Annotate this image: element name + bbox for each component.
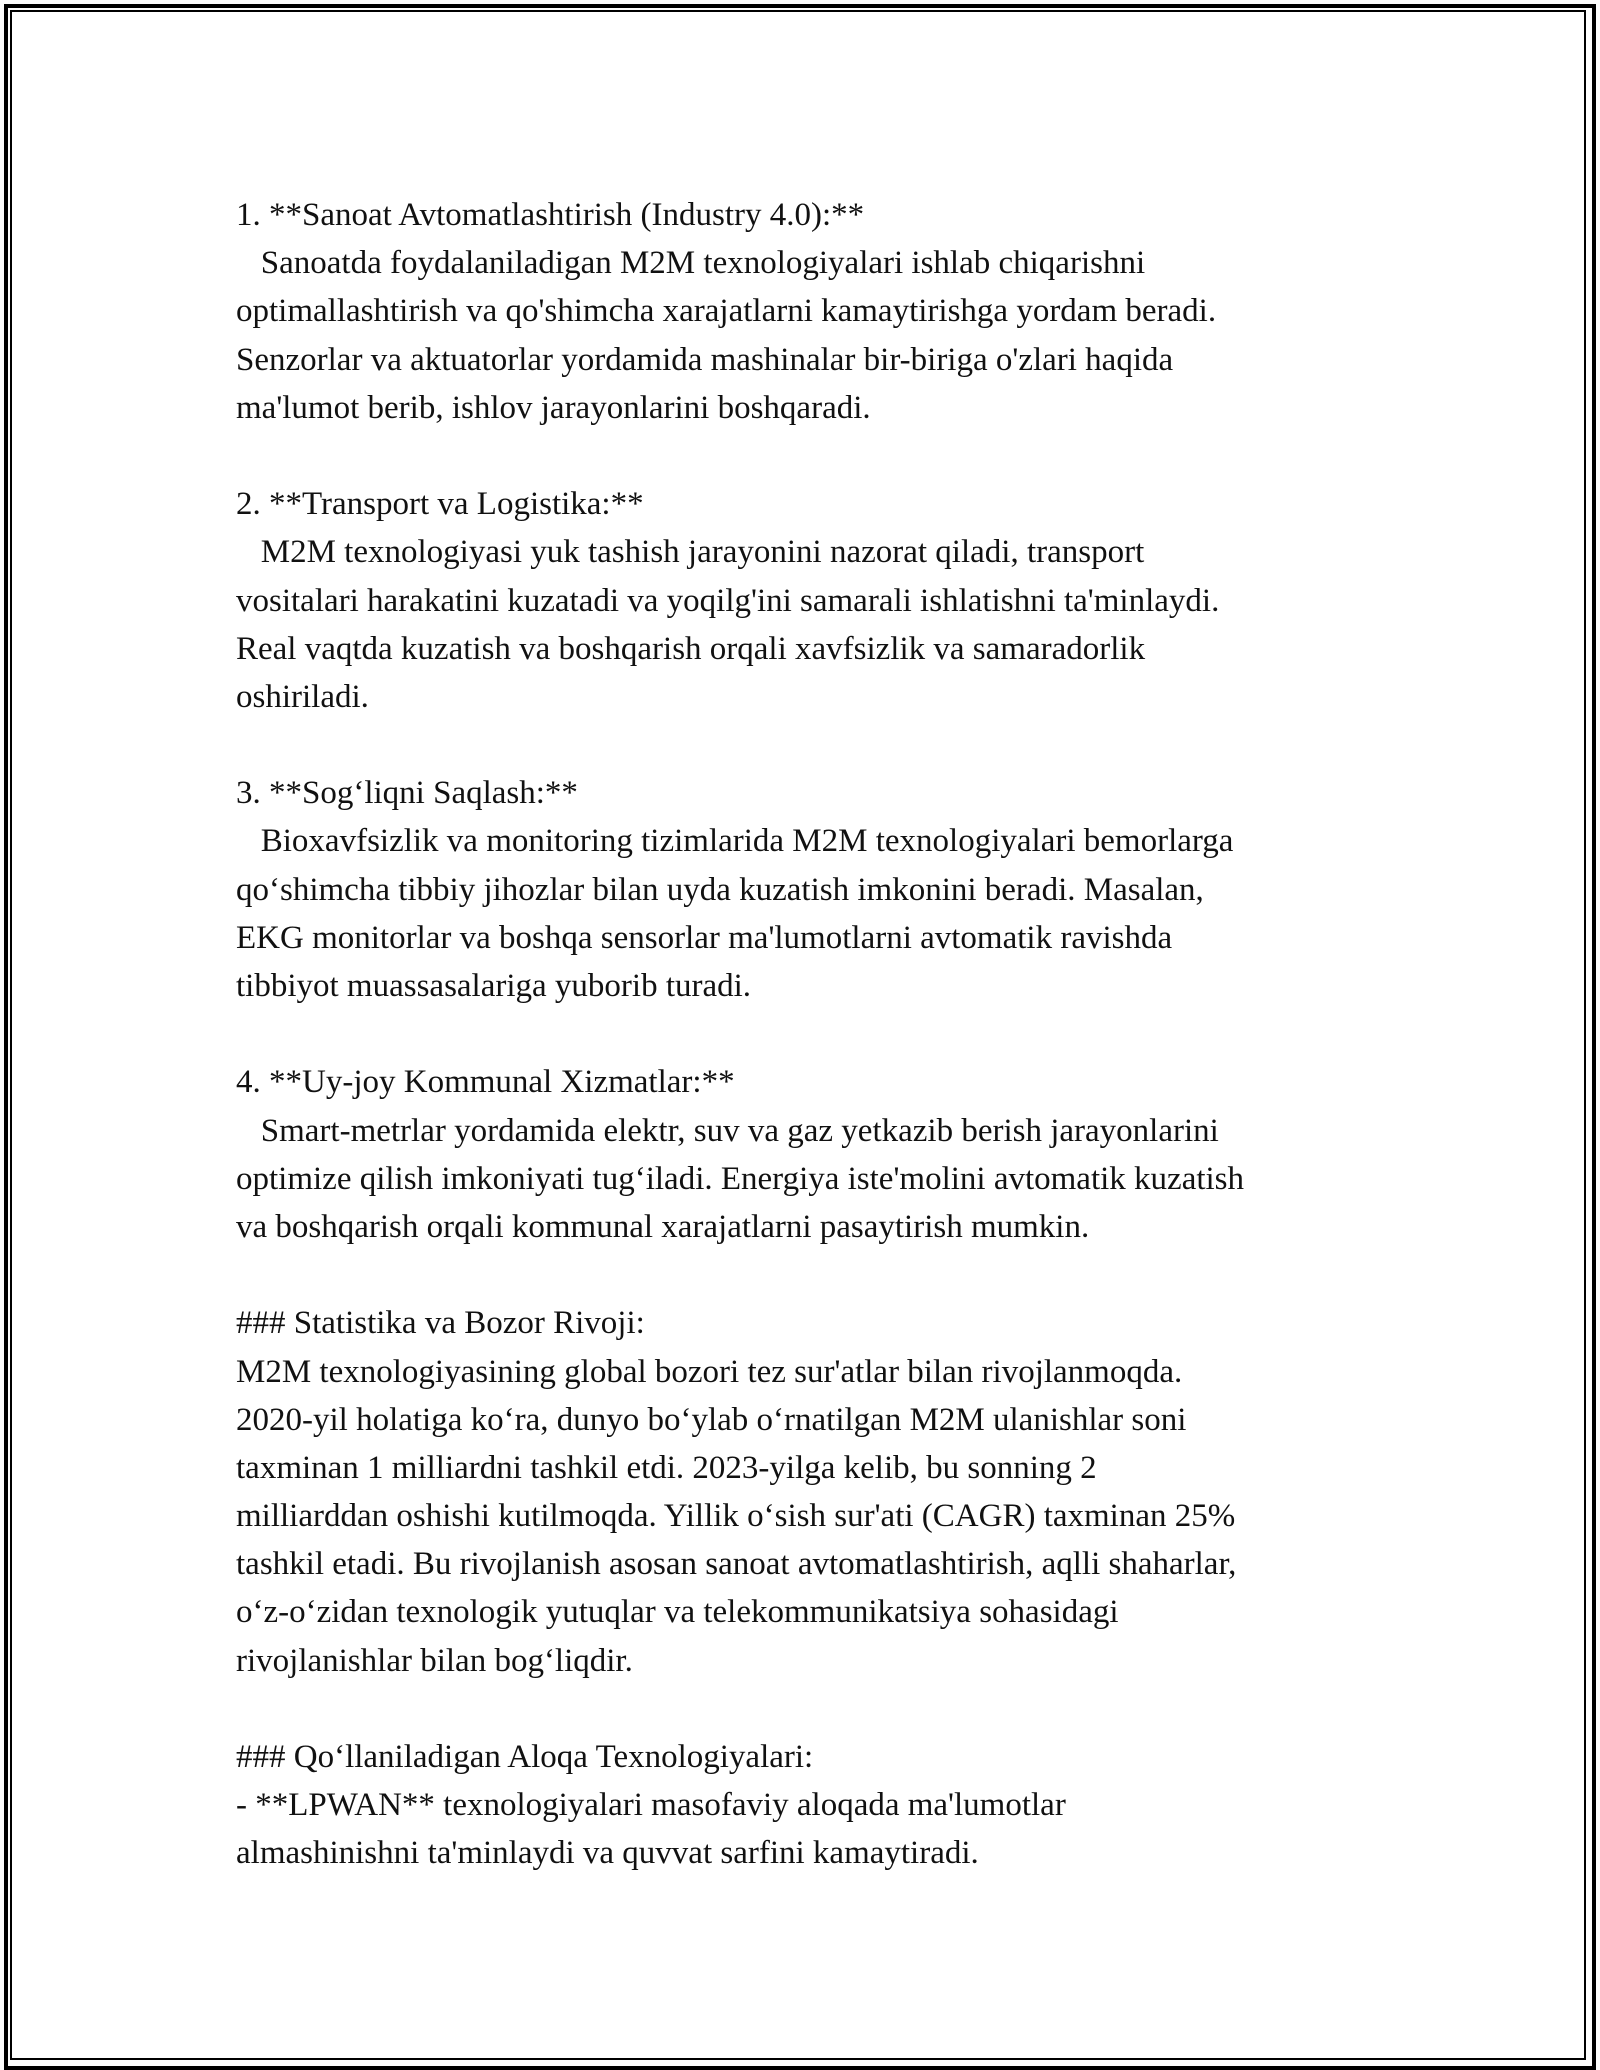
- paragraph-spacer: [236, 432, 1416, 480]
- section-transport-logistics: [236, 480, 1416, 721]
- paragraph-line: Bioxavfsizlik va monitoring tizimlarida M2M texnologiyalari bemorlarga: [236, 823, 1234, 860]
- paragraph-line: Smart-metrlar yordamida elektr, suv va gaz yetkazib berish jarayonlarini: [236, 1112, 1219, 1149]
- paragraph-line: almashinishni ta'minlaydi va quvvat sarfini kamaytiradi.: [236, 1835, 979, 1872]
- paragraph-line: o‘z-o‘zidan texnologik yutuqlar va telekommunikatsiya sohasidagi: [236, 1594, 1119, 1631]
- paragraph-line: - **LPWAN** texnologiyalari masofaviy aloqada ma'lumotlar: [236, 1787, 1066, 1824]
- paragraph-line: va boshqarish orqali kommunal xarajatlarni pasaytirish mumkin.: [236, 1208, 1090, 1245]
- section-heading: ### Statistika va Bozor Rivoji:: [236, 1305, 645, 1342]
- paragraph-line: optimize qilish imkoniyati tug‘iladi. Energiya iste'molini avtomatik kuzatish: [236, 1160, 1245, 1197]
- paragraph-line: vositalari harakatini kuzatadi va yoqilg'ini samarali ishlatishni ta'minlaydi.: [236, 582, 1220, 619]
- paragraph-spacer: [236, 1251, 1416, 1299]
- paragraph-spacer: [236, 1685, 1416, 1733]
- section-statistics: [236, 1299, 1416, 1685]
- paragraph-line: Senzorlar va aktuatorlar yordamida mashinalar bir-biriga o'zlari haqida: [236, 341, 1174, 378]
- paragraph-line: milliarddan oshishi kutilmoqda. Yillik o‘sish sur'ati (CAGR) taxminan 25%: [236, 1498, 1236, 1535]
- paragraph-line: tibbiyot muassasalariga yuborib turadi.: [236, 968, 752, 1004]
- paragraph-line: M2M texnologiyasining global bozori tez sur'atlar bilan rivojlanmoqda.: [236, 1353, 1183, 1390]
- paragraph-spacer: [236, 721, 1416, 769]
- section-heading: ### Qo‘llaniladigan Aloqa Texnologiyalari:: [236, 1739, 814, 1775]
- paragraph-line: M2M texnologiyasi yuk tashish jarayonini nazorat qiladi, transport: [236, 534, 1145, 571]
- section-heading: 1. **Sanoat Avtomatlashtirish (Industry 4.0):**: [236, 197, 865, 233]
- section-utilities: [236, 1058, 1416, 1251]
- paragraph-spacer: [236, 1010, 1416, 1058]
- paragraph-line: 2020-yil holatiga ko‘ra, dunyo bo‘ylab o‘rnatilgan M2M ulanishlar soni: [236, 1401, 1187, 1438]
- paragraph-line: Real vaqtda kuzatish va boshqarish orqali xavfsizlik va samaradorlik: [236, 630, 1146, 667]
- section-healthcare: [236, 769, 1416, 1010]
- paragraph-line: oshiriladi.: [236, 678, 369, 715]
- section-heading: 2. **Transport va Logistika:**: [236, 486, 644, 523]
- paragraph-line: optimallashtirish va qo'shimcha xarajatlarni kamaytirishga yordam beradi.: [236, 293, 1217, 330]
- paragraph-line: EKG monitorlar va boshqa sensorlar ma'lumotlarni avtomatik ravishda: [236, 919, 1173, 956]
- section-heading: 3. **Sog‘liqni Saqlash:**: [236, 775, 578, 812]
- paragraph-line: qo‘shimcha tibbiy jihozlar bilan uyda kuzatish imkonini beradi. Masalan,: [236, 871, 1204, 908]
- paragraph-line: taxminan 1 milliardni tashkil etdi. 2023-yilga kelib, bu sonning 2: [236, 1449, 1097, 1486]
- section-heading: 4. **Uy-joy Kommunal Xizmatlar:**: [236, 1064, 735, 1101]
- paragraph-line: rivojlanishlar bilan bog‘liqdir.: [236, 1642, 633, 1679]
- paragraph-line: Sanoatda foydalaniladigan M2M texnologiyalari ishlab chiqarishni: [236, 245, 1146, 282]
- document-body: [236, 191, 1416, 1878]
- section-industrial-automation: [236, 191, 1416, 432]
- paragraph-line: ma'lumot berib, ishlov jarayonlarini boshqaradi.: [236, 389, 871, 426]
- section-communication-technologies: [236, 1733, 1416, 1878]
- paragraph-line: tashkil etadi. Bu rivojlanish asosan sanoat avtomatlashtirish, aqlli shaharlar,: [236, 1546, 1237, 1583]
